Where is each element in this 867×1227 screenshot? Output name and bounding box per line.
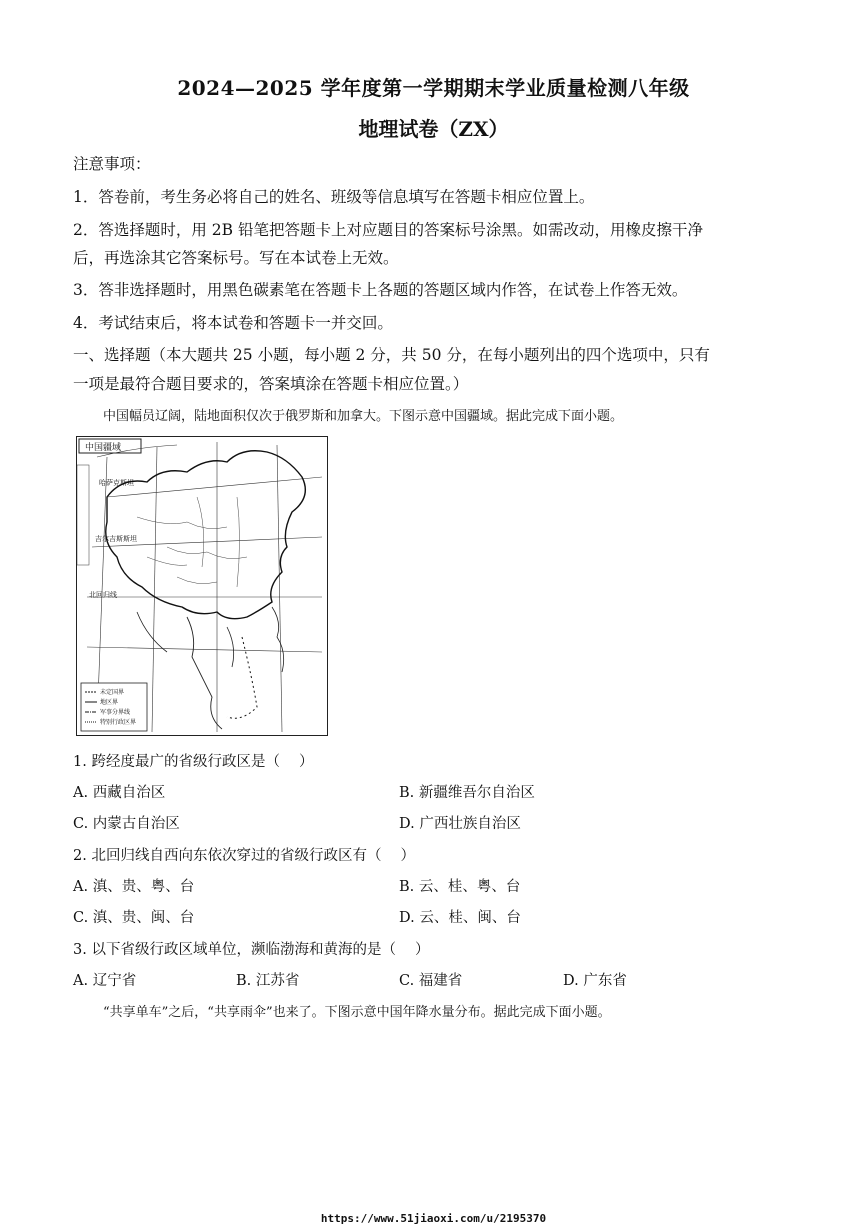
exam-title: 2024—2025 学年度第一学期期末学业质量检测八年级 [177,76,690,100]
option-c: C. 内蒙古自治区 [73,816,180,832]
exam-subtitle: 地理试卷（ZX） [358,117,509,141]
legend-item: 地区界 [100,699,119,706]
option-d: D. 广西壮族自治区 [399,816,521,832]
option-a: A. 滇、贵、粤、台 [73,879,195,895]
note-item: 2．答选择题时，用 2B 铅笔把答题卡上对应题目的答案标号涂黑。如需改动，用橡皮擦干净 [73,221,703,239]
map-label-kyrgyzstan: 吉尔吉斯斯坦 [95,535,137,543]
section-heading-cont: 一项是最符合题目要求的，答案填涂在答题卡相应位置。） [73,375,469,393]
footer-url: https://www.51jiaoxi.com/u/2195370 [320,1212,547,1225]
option-b: B. 江苏省 [236,973,300,989]
note-item: 4．考试结束后，将本试卷和答题卡一并交回。 [73,314,393,332]
option-a: A. 西藏自治区 [73,785,166,801]
note-item: 1．答卷前，考生务必将自己的姓名、班级等信息填写在答题卡相应位置上。 [73,188,595,206]
option-d: D. 云、桂、闽、台 [399,910,521,926]
note-item: 后，再选涂其它答案标号。写在本试卷上无效。 [73,249,399,267]
option-c: C. 滇、贵、闽、台 [73,910,195,926]
option-c: C. 福建省 [399,973,463,989]
option-d: D. 广东省 [563,973,627,989]
notes-heading: 注意事项： [73,155,151,173]
intro-text-2: “共享单车”之后，“共享雨伞”也来了。下图示意中国年降水量分布。据此完成下面小题。 [103,1005,611,1020]
legend-item: 特别行政区界 [100,719,137,726]
note-item: 3．答非选择题时，用黑色碳素笔在答题卡上各题的答题区域内作答，在试卷上作答无效。 [73,281,688,299]
intro-text: 中国幅员辽阔，陆地面积仅次于俄罗斯和加拿大。下图示意中国疆域。据此完成下面小题。 [103,409,624,424]
china-territory-map [76,436,328,736]
question-stem: 2. 北回归线自西向东依次穿过的省级行政区有（ ） [73,848,416,864]
option-b: B. 新疆维吾尔自治区 [399,785,535,801]
legend-item: 未定国界 [100,689,125,696]
question-stem: 1. 跨经度最广的省级行政区是（ ） [73,754,314,770]
option-b: B. 云、桂、粤、台 [399,879,521,895]
map-label-kazakhstan: 哈萨克斯坦 [99,479,134,487]
option-a: A. 辽宁省 [73,973,137,989]
legend-item: 军事分界线 [100,709,131,716]
section-heading: 一、选择题（本大题共 25 小题，每小题 2 分，共 50 分，在每小题列出的四个选项中，只有 [73,346,710,364]
question-stem: 3. 以下省级行政区域单位，濒临渤海和黄海的是（ ） [73,942,430,958]
map-graphic [77,437,327,735]
map-label-tropic: 北回归线 [89,591,117,599]
map-title: 中国疆域 [85,443,122,453]
